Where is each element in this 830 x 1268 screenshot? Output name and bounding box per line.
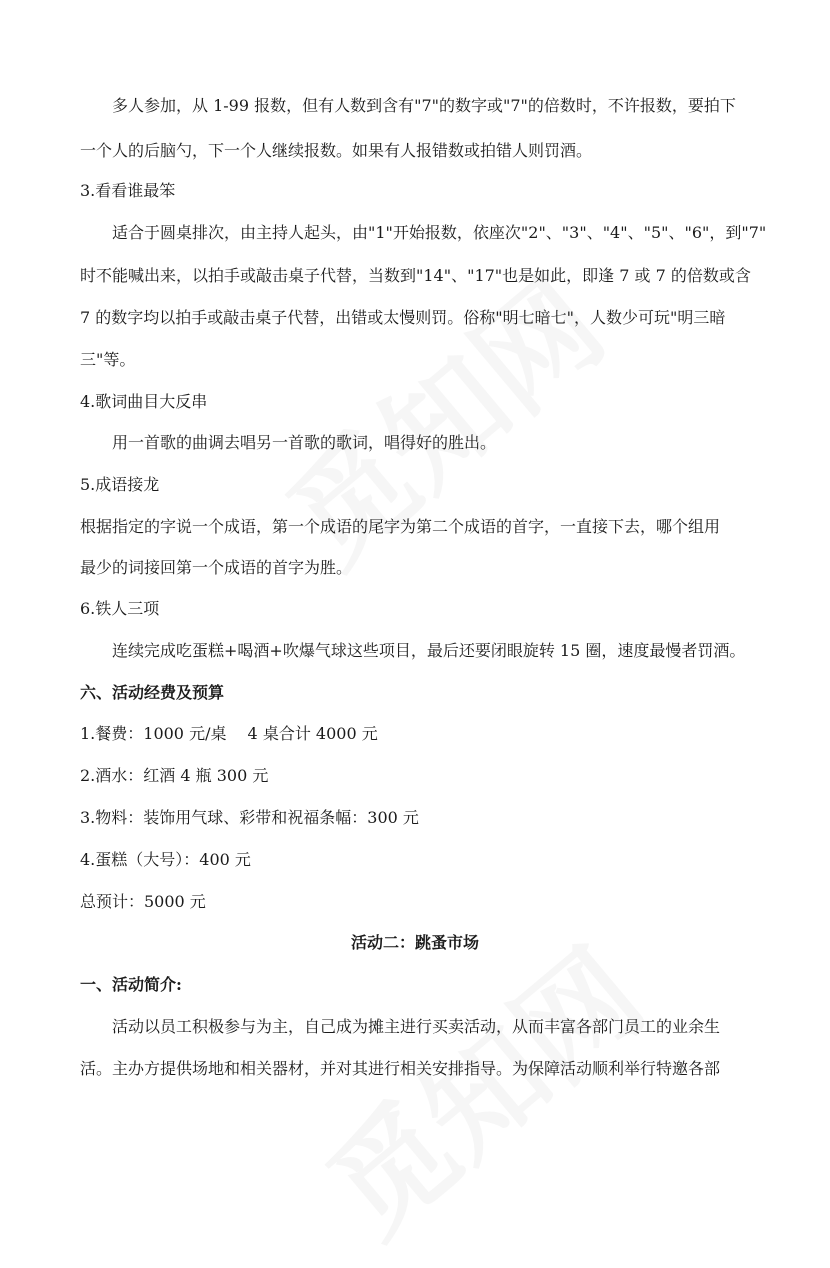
watermark [247,234,633,597]
paragraph-line: 适合于圆桌排次，由主持人起头，由"1"开始报数，依座次"2"、"3"、"4"、"5"、"6"，到"7" [112,223,767,242]
section-title-game3: 3.看看谁最笨 [80,181,176,200]
paragraph-line: 三"等。 [80,350,136,369]
budget-item: 2.酒水：红酒 4 瓶 300 元 [80,766,269,785]
budget-item: 3.物料：装饰用气球、彩带和祝福条幅：300 元 [80,808,419,827]
activity2-title: 活动二：跳蚤市场 [350,933,479,952]
paragraph-line: 活。主办方提供场地和相关器材，并对其进行相关安排指导。为保障活动顺利举行特邀各部 [80,1059,721,1078]
paragraph-line: 根据指定的字说一个成语，第一个成语的尾字为第二个成语的首字，一直接下去，哪个组用 [80,517,721,536]
paragraph-line: 最少的词接回第一个成语的首字为胜。 [80,558,353,577]
paragraph-line: 用一首歌的曲调去唱另一首歌的歌词，唱得好的胜出。 [112,433,497,452]
section-title-game6: 6.铁人三项 [80,599,160,618]
paragraph-line: 活动以员工积极参与为主，自己成为摊主进行买卖活动，从而丰富各部门员工的业余生 [112,1017,721,1036]
paragraph-line: 时不能喊出来，以拍手或敲击桌子代替，当数到"14"、"17"也是如此，即逢 7 或 7 的倍数或含 [80,266,751,285]
budget-total: 总预计：5000 元 [80,892,206,911]
section-title-game4: 4.歌词曲目大反串 [80,392,208,411]
section-title-game5: 5.成语接龙 [80,475,160,494]
paragraph-line: 一个人的后脑勺，下一个人继续报数。如果有人报错数或拍错人则罚酒。 [80,141,593,160]
budget-heading: 六、活动经费及预算 [80,683,225,702]
paragraph-line: 连续完成吃蛋糕+喝酒+吹爆气球这些项目，最后还要闭眼旋转 15 圈，速度最慢者罚酒。 [112,641,746,660]
budget-item: 1.餐费：1000 元/桌 4 桌合计 4000 元 [80,724,378,743]
activity2-intro-heading: 一、活动简介: [80,975,182,994]
watermark [287,904,673,1267]
paragraph-line: 7 的数字均以拍手或敲击桌子代替，出错或太慢则罚。俗称"明七暗七"，人数少可玩"明三暗 [80,308,726,327]
budget-item: 4.蛋糕（大号）：400 元 [80,850,251,869]
paragraph-line: 多人参加，从 1-99 报数，但有人数到含有"7"的数字或"7"的倍数时，不许报数，要拍下 [112,96,736,115]
